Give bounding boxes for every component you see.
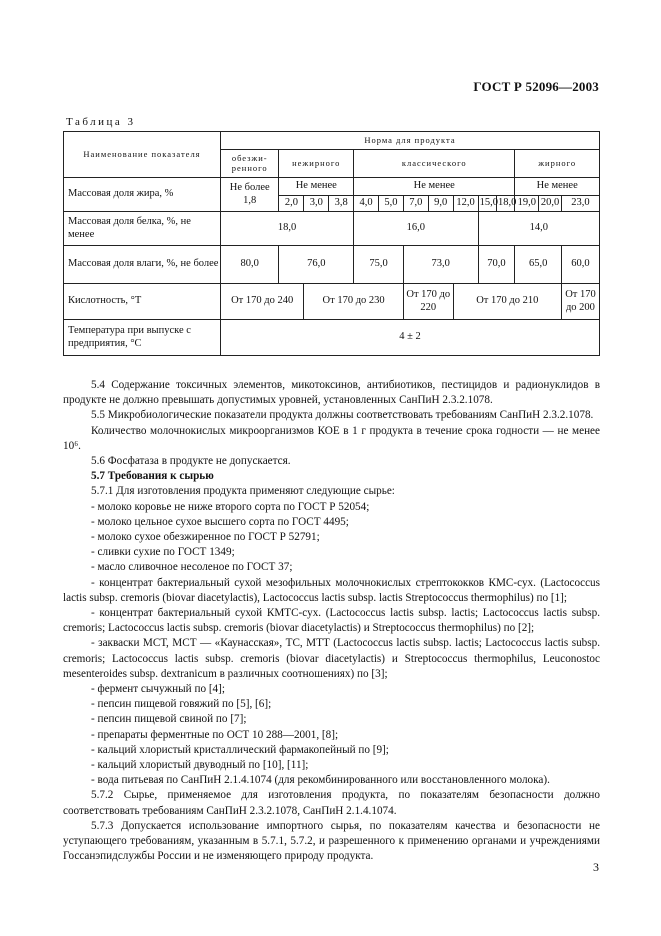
paragraph: Количество молочнокислых микроорганизмов КОЕ в 1 г продукта в течение срока годности — не менее 10⁶. (63, 424, 600, 452)
fat-low-min-label: Не менее (279, 178, 354, 196)
acidity-value-4: От 170 до 210 (453, 284, 561, 320)
list-item: - фермент сычужный по [4]; (91, 683, 225, 696)
acidity-value-1: От 170 до 240 (220, 284, 303, 320)
body-text (63, 378, 600, 865)
moisture-value-3: 75,0 (354, 246, 404, 284)
fat-classic-value: 7,0 (403, 196, 428, 212)
fat-classic-value: 12,0 (453, 196, 478, 212)
fat-fat-value: 20,0 (539, 196, 562, 212)
fat-low-value: 3,0 (304, 196, 329, 212)
subheader-fat: жирного (515, 150, 600, 178)
fat-fat-value: 23,0 (561, 196, 599, 212)
fat-classic-min-label: Не менее (354, 178, 515, 196)
paragraph: 5.6 Фосфатаза в продукте не допускается. (91, 455, 291, 468)
fat-low-value: 3,8 (329, 196, 354, 212)
list-item: - масло сливочное несоленое по ГОСТ 37; (91, 561, 293, 574)
paragraph: 5.4 Содержание токсичных элементов, микотоксинов, антибиотиков, пестицидов и радионуклидов в продукте не должно превышать допустимых уровней, установленных СанПиН 2.3.2.1078. (63, 379, 600, 407)
fat-classic-value: 18,0 (496, 196, 514, 212)
column-name-header: Наименование показателя (64, 132, 221, 178)
list-item: - кальций хлористый двуводный по [10], [11]; (91, 759, 309, 772)
list-item: - концентрат бактериальный сухой мезофильных молочнокислых стрептококков КМС-сух. (Lactococcus lactis subsp. cremoris (biovar diacetylactis), Lactococcus lactis subsp. lactis Streptococcus thermophilus) по [1]; (63, 576, 600, 604)
row-label-acidity: Кислотность, °Т (64, 284, 221, 320)
row-label-fat: Массовая доля жира, % (64, 178, 221, 212)
moisture-value-7: 60,0 (561, 246, 599, 284)
subheader-classic: классического (354, 150, 515, 178)
fat-classic-value: 15,0 (478, 196, 496, 212)
protein-value-3: 14,0 (478, 212, 599, 246)
list-item: - пепсин пищевой свиной по [7]; (91, 713, 247, 726)
list-item: - препараты ферментные по ОСТ 10 288—2001, [8]; (91, 728, 339, 741)
section-heading: 5.7 Требования к сырью (91, 470, 214, 483)
list-item: - молоко сухое обезжиренное по ГОСТ Р 52791; (91, 531, 320, 544)
acidity-value-3: От 170 до 220 (403, 284, 453, 320)
row-label-temperature: Температура при выпуске с предприятия, °С (64, 320, 221, 356)
fat-low-value: 2,0 (279, 196, 304, 212)
protein-value-2: 16,0 (354, 212, 478, 246)
subheader-skim: обезжи-ренного (220, 150, 278, 178)
moisture-value-1: 80,0 (220, 246, 278, 284)
fat-classic-value: 5,0 (379, 196, 404, 212)
fat-skim-value: Не более 1,8 (220, 178, 278, 212)
list-item: - концентрат бактериальный сухой КМТС-сух. (Lactococcus lactis subsp. lactis; Lactococcus lactis subsp. cremoris; Lactococcus lactis subsp. cremoris (biovar diacetylactis) и Streptococcus thermophilus) по [2]; (63, 607, 600, 635)
paragraph: 5.7.1 Для изготовления продукта применяют следующие сырье: (91, 485, 395, 498)
temperature-value: 4 ± 2 (220, 320, 599, 356)
row-label-protein: Массовая доля белка, %, не менее (64, 212, 221, 246)
acidity-value-2: От 170 до 230 (304, 284, 404, 320)
fat-fat-min-label: Не менее (515, 178, 600, 196)
list-item: - кальций хлористый кристаллический фармакопейный по [9]; (91, 743, 389, 756)
list-item: - вода питьевая по СанПиН 2.1.4.1074 (для рекомбинированного или восстановленного молока). (91, 774, 550, 787)
list-item: - молоко коровье не ниже второго сорта по ГОСТ Р 52054; (91, 500, 370, 513)
moisture-value-4: 73,0 (403, 246, 478, 284)
document-header: ГОСТ Р 52096—2003 (473, 79, 599, 94)
norms-table (63, 131, 600, 356)
paragraph: 5.7.3 Допускается использование импортного сырья, по показателям качества и безопасности не уступающего требованиям, указанным в 5.7.1, 5.7.2, и разрешенного к применению органами и учреждениями Госсанэпидслужбы России и не изменяющего природу продукта. (63, 819, 600, 863)
fat-classic-value: 4,0 (354, 196, 379, 212)
row-label-moisture: Массовая доля влаги, %, не более (64, 246, 221, 284)
list-item: - сливки сухие по ГОСТ 1349; (91, 546, 235, 559)
acidity-value-5: От 170 до 200 (561, 284, 599, 320)
moisture-value-5: 70,0 (478, 246, 515, 284)
subheader-low-fat: нежирного (279, 150, 354, 178)
page-number: 3 (593, 860, 599, 874)
fat-classic-value: 9,0 (428, 196, 453, 212)
fat-fat-value: 19,0 (515, 196, 539, 212)
paragraph: 5.7.2 Сырье, применяемое для изготовления продукта, по показателям безопасности должно соответствовать требованиям СанПиН 2.3.2.1078, СанПиН 2.1.4.1074. (63, 789, 600, 817)
paragraph: 5.5 Микробиологические показатели продукта должны соответствовать требованиям СанПиН 2.3.2.1078. (91, 409, 594, 422)
moisture-value-2: 76,0 (279, 246, 354, 284)
list-item: - закваски МСТ, МСТ — «Каунасская», ТС, МТТ (Lactococcus lactis subsp. lactis; Lactococcus lactis subsp. cremoris; Lactococcus lactis subsp. cremoris (biovar diacetylactis) и Streptococcus thermophilus, Leuconostoc mesenteroides subsp. dextranicum в различных соотношениях) по [3]; (63, 637, 600, 680)
protein-value-1: 18,0 (220, 212, 353, 246)
list-item: - молоко цельное сухое высшего сорта по ГОСТ 4495; (91, 515, 349, 528)
table-caption: Таблица 3 (66, 116, 136, 128)
list-item: - пепсин пищевой говяжий по [5], [6]; (91, 698, 272, 711)
group-header: Норма для продукта (220, 132, 599, 150)
moisture-value-6: 65,0 (515, 246, 562, 284)
